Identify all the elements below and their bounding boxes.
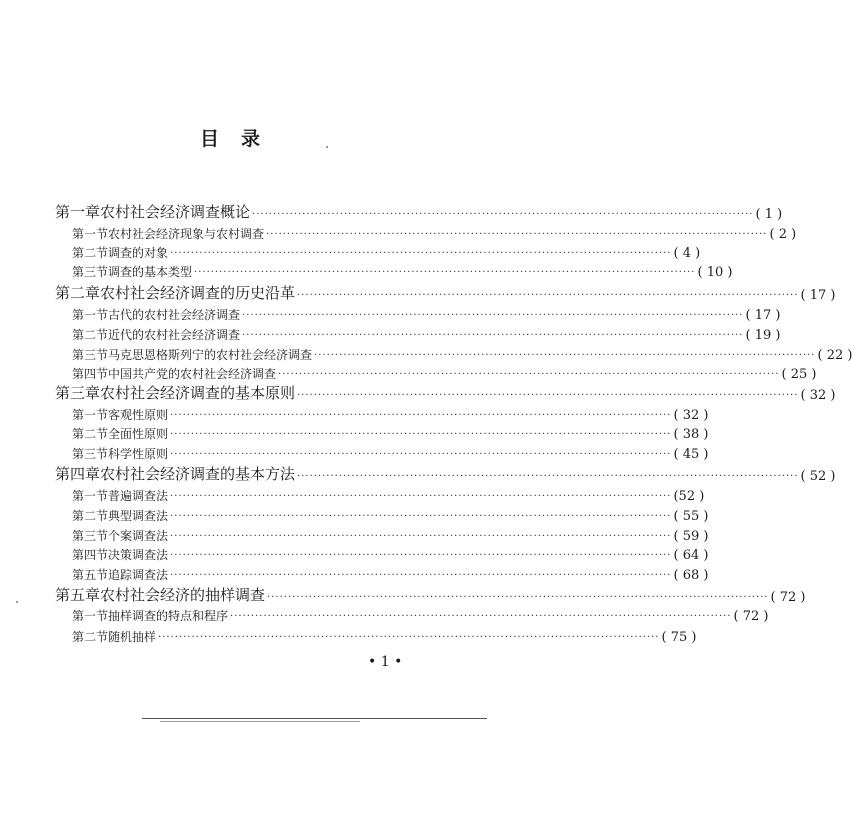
section-label: 第一节 [72, 308, 109, 322]
page-ref: ( 75 ) [661, 630, 697, 645]
chapter-title: 农村社会经济调查概论 [100, 203, 251, 221]
bottom-rule [142, 718, 487, 719]
leader-dots: ························································································································ [297, 290, 799, 301]
leader-dots: ························································································································ [266, 229, 768, 240]
section-title: 调查的基本类型 [108, 265, 193, 279]
page-ref: ( 64 ) [673, 548, 709, 563]
toc-section-row[interactable] [72, 526, 709, 544]
leader-dots: ························································································································ [170, 511, 672, 522]
page-ref: ( 19 ) [745, 328, 781, 343]
toc-chapter-row[interactable] [55, 586, 806, 605]
section-label: 第四节 [72, 367, 109, 381]
section-title: 中国共产党的农村社会经济调查 [108, 367, 277, 381]
page-number: • 1 • [368, 654, 403, 670]
section-title: 追踪调查法 [108, 568, 169, 582]
section-label: 第二节 [72, 427, 109, 441]
section-label: 第三节 [72, 265, 109, 279]
section-label: 第二节 [72, 246, 109, 260]
leader-dots: ························································································································ [170, 449, 672, 460]
section-title: 抽样调查的特点和程序 [108, 609, 229, 623]
leader-dots: ························································································································ [158, 632, 660, 643]
section-title: 农村社会经济现象与农村调查 [108, 227, 265, 241]
leader-dots: ························································································································ [242, 310, 744, 321]
page-ref: ( 2 ) [769, 227, 797, 242]
section-title: 全面性原则 [108, 427, 169, 441]
leader-dots: ························································································································ [297, 390, 799, 401]
section-label: 第四节 [72, 548, 109, 562]
page-ref: ( 25 ) [781, 367, 817, 382]
toc-section-row[interactable] [72, 262, 733, 280]
section-label: 第三节 [72, 529, 109, 543]
section-title: 典型调查法 [108, 509, 169, 523]
section-title: 科学性原则 [108, 447, 169, 461]
section-label: 第三节 [72, 447, 109, 461]
speck-mark [16, 601, 18, 603]
page-ref: ( 45 ) [673, 447, 709, 462]
section-title: 个案调查法 [108, 529, 169, 543]
page-ref: ( 4 ) [673, 246, 701, 261]
leader-dots: ························································································································ [170, 531, 672, 542]
chapter-label: 第四章 [55, 465, 101, 483]
chapter-title: 农村社会经济的抽样调查 [100, 586, 266, 604]
page-ref: ( 59 ) [673, 529, 709, 544]
section-label: 第二节 [72, 509, 109, 523]
toc-section-row[interactable] [72, 364, 817, 382]
toc-section-row[interactable] [72, 444, 709, 462]
page-ref: ( 32 ) [673, 408, 709, 423]
section-title: 马克思恩格斯列宁的农村社会经济调查 [108, 348, 313, 362]
leader-dots: ························································································································ [252, 209, 754, 220]
toc-section-row[interactable] [72, 486, 705, 504]
leader-dots: ························································································································ [170, 570, 672, 581]
toc-section-row[interactable] [72, 606, 769, 624]
toc-section-row[interactable] [72, 405, 709, 423]
chapter-label: 第二章 [55, 284, 101, 302]
section-title: 调查的对象 [108, 246, 169, 260]
section-label: 第一节 [72, 609, 109, 623]
chapter-label: 第五章 [55, 586, 101, 604]
leader-dots: ························································································································ [230, 611, 732, 622]
chapter-label: 第三章 [55, 384, 101, 402]
section-title: 随机抽样 [108, 630, 157, 644]
leader-dots: ························································································································ [278, 369, 780, 380]
page-ref: ( 55 ) [673, 509, 709, 524]
section-label: 第二节 [72, 630, 109, 644]
section-title: 古代的农村社会经济调查 [108, 308, 241, 322]
page-ref: ( 17 ) [745, 308, 781, 323]
chapter-label: 第一章 [55, 203, 101, 221]
toc-section-row[interactable] [72, 627, 697, 645]
section-label: 第一节 [72, 227, 109, 241]
leader-dots: ························································································································ [194, 267, 696, 278]
page-ref: ( 68 ) [673, 568, 709, 583]
leader-dots: ························································································································ [297, 471, 799, 482]
toc-section-row[interactable] [72, 243, 701, 261]
leader-dots: ························································································································ [314, 350, 816, 361]
toc-chapter-row[interactable] [55, 203, 783, 222]
leader-dots: ························································································································ [170, 248, 672, 259]
speck-mark [326, 146, 328, 148]
page-ref: ( 17 ) [800, 288, 836, 303]
toc-section-row[interactable] [72, 224, 797, 242]
chapter-title: 农村社会经济调查的基本方法 [100, 465, 296, 483]
section-title: 客观性原则 [108, 408, 169, 422]
section-title: 近代的农村社会经济调查 [108, 328, 241, 342]
leader-dots: ························································································································ [170, 550, 672, 561]
page-ref: ( 72 ) [770, 590, 806, 605]
leader-dots: ························································································································ [170, 429, 672, 440]
page-ref: ( 32 ) [800, 388, 836, 403]
toc-section-row[interactable] [72, 545, 709, 563]
leader-dots: ························································································································ [242, 330, 744, 341]
leader-dots: ························································································································ [267, 592, 769, 603]
section-label: 第一节 [72, 408, 109, 422]
page-ref: (52 ) [673, 489, 705, 504]
section-label: 第五节 [72, 568, 109, 582]
toc-chapter-row[interactable] [55, 384, 836, 403]
section-label: 第二节 [72, 328, 109, 342]
section-title: 普遍调查法 [108, 489, 169, 503]
toc-section-row[interactable] [72, 345, 852, 363]
leader-dots: ························································································································ [170, 491, 672, 502]
chapter-title: 农村社会经济调查的基本原则 [100, 384, 296, 402]
page-ref: ( 72 ) [733, 609, 769, 624]
page-ref: ( 38 ) [673, 427, 709, 442]
leader-dots: ························································································································ [170, 410, 672, 421]
toc-section-row[interactable] [72, 325, 781, 343]
page-ref: ( 22 ) [817, 348, 852, 363]
toc-section-row[interactable] [72, 424, 709, 442]
toc-section-row[interactable] [72, 506, 709, 524]
chapter-title: 农村社会经济调查的历史沿革 [100, 284, 296, 302]
toc-chapter-row[interactable] [55, 284, 836, 303]
toc-chapter-row[interactable] [55, 465, 836, 484]
toc-section-row[interactable] [72, 305, 781, 323]
page-ref: ( 1 ) [755, 207, 783, 222]
section-title: 决策调查法 [108, 548, 169, 562]
page-title: 目录 [200, 128, 283, 150]
bottom-rule-shadow [160, 721, 360, 722]
toc-section-row[interactable] [72, 565, 709, 583]
section-label: 第一节 [72, 489, 109, 503]
page-ref: ( 10 ) [697, 265, 733, 280]
section-label: 第三节 [72, 348, 109, 362]
page-ref: ( 52 ) [800, 469, 836, 484]
